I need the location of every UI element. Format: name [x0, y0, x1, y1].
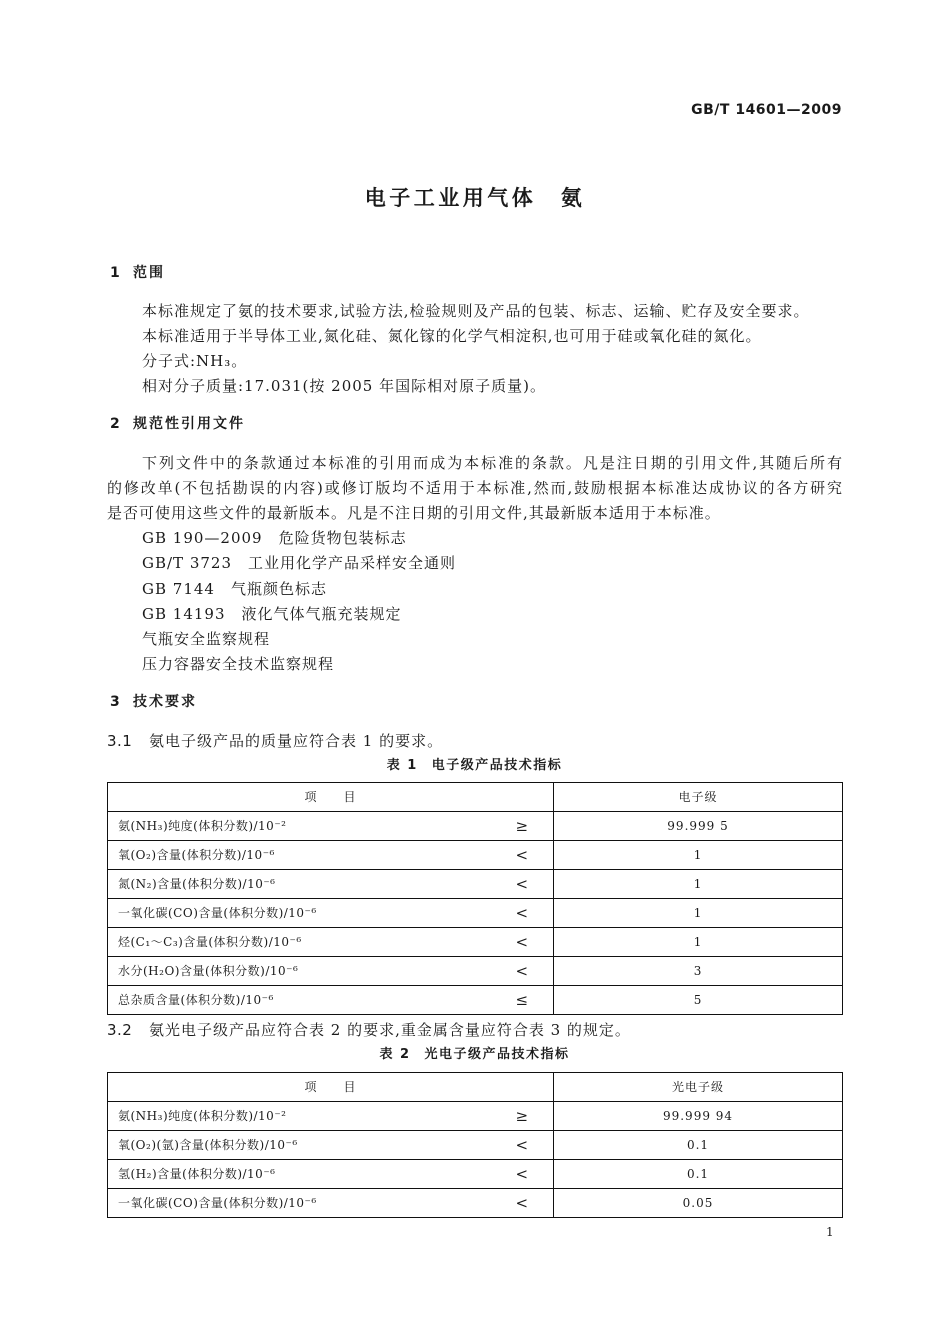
- caption-title: 电子级产品技术指标: [431, 758, 563, 773]
- reference-item: [142, 629, 270, 649]
- section-1-heading: [107, 263, 165, 283]
- row-item: 氨(NH₃)纯度(体积分数)/10⁻²: [108, 812, 508, 841]
- table-row: [108, 928, 843, 957]
- caption-number: 表 1: [386, 758, 418, 773]
- caption-number: 表 2: [379, 1047, 411, 1062]
- row-item: 氧(O₂)含量(体积分数)/10⁻⁶: [108, 841, 508, 870]
- reference-item: [142, 654, 334, 674]
- table-row: [108, 986, 843, 1015]
- row-symbol: ≥: [508, 1102, 554, 1131]
- reference-item: [142, 604, 402, 624]
- clause-3-1: [107, 731, 443, 751]
- section-2-heading: [107, 414, 245, 434]
- clause-text: 氨光电子级产品应符合表 2 的要求,重金属含量应符合表 3 的规定。: [149, 1021, 631, 1039]
- row-symbol: <: [508, 1189, 554, 1218]
- section-number: 2: [110, 416, 122, 432]
- molecular-mass: 相对分子质量:17.031(按 2005 年国际相对原子质量)。: [142, 377, 546, 395]
- normative-intro-line: 是否可使用这些文件的最新版本。凡是不注日期的引用文件,其最新版本适用于本标准。: [107, 504, 721, 522]
- row-symbol: <: [508, 870, 554, 899]
- row-value: 1: [554, 841, 843, 870]
- reference-title: 气瓶安全监察规程: [142, 630, 271, 648]
- row-value: 3: [554, 957, 843, 986]
- section-number: 3: [110, 694, 122, 710]
- row-item: 氧(O₂)(氩)含量(体积分数)/10⁻⁶: [108, 1131, 508, 1160]
- section-title: 规范性引用文件: [133, 416, 245, 432]
- row-item: 总杂质含量(体积分数)/10⁻⁶: [108, 986, 508, 1015]
- scope-paragraph: 本标准适用于半导体工业,氮化硅、氮化镓的化学气相淀积,也可用于硅或氧化硅的氮化。: [142, 327, 762, 345]
- clause-text: 氨电子级产品的质量应符合表 1 的要求。: [149, 732, 444, 750]
- reference-code: GB/T 3723: [142, 554, 233, 572]
- row-item: 一氧化碳(CO)含量(体积分数)/10⁻⁶: [108, 1189, 508, 1218]
- molecular-formula: 分子式:NH₃。: [142, 352, 248, 370]
- row-value: 1: [554, 870, 843, 899]
- document-title: 电子工业用气体 氨: [364, 186, 586, 210]
- row-item: 一氧化碳(CO)含量(体积分数)/10⁻⁶: [108, 899, 508, 928]
- reference-title: 压力容器安全技术监察规程: [142, 655, 335, 673]
- table-row: [108, 899, 843, 928]
- clause-number: 3.1: [107, 732, 133, 750]
- header-grade: 电子级: [554, 783, 843, 812]
- table-1-electronic-grade: [107, 782, 843, 1015]
- row-symbol: <: [508, 841, 554, 870]
- reference-code: GB 190—2009: [142, 529, 263, 547]
- reference-item: [142, 579, 327, 599]
- row-symbol: <: [508, 1160, 554, 1189]
- reference-code: GB 7144: [142, 580, 215, 598]
- row-symbol: <: [508, 928, 554, 957]
- header-grade: 光电子级: [554, 1073, 843, 1102]
- clause-3-2: [107, 1020, 631, 1040]
- header-item: 项 目: [108, 783, 554, 812]
- section-title: 技术要求: [133, 694, 197, 710]
- row-item: 烃(C₁～C₃)含量(体积分数)/10⁻⁶: [108, 928, 508, 957]
- row-symbol: ≥: [508, 812, 554, 841]
- page-number: 1: [826, 1225, 834, 1239]
- table-row: [108, 1160, 843, 1189]
- row-value: 5: [554, 986, 843, 1015]
- table-1-caption: [107, 756, 842, 776]
- table-2-optoelectronic-grade: [107, 1072, 843, 1218]
- section-title: 范围: [133, 265, 165, 281]
- header-item: 项 目: [108, 1073, 554, 1102]
- row-item: 氮(N₂)含量(体积分数)/10⁻⁶: [108, 870, 508, 899]
- reference-title: 工业用化学产品采样安全通则: [248, 554, 457, 572]
- row-symbol: ≤: [508, 986, 554, 1015]
- row-item: 氨(NH₃)纯度(体积分数)/10⁻²: [108, 1102, 508, 1131]
- table-row: [108, 812, 843, 841]
- table-row: [108, 870, 843, 899]
- standard-code: GB/T 14601—2009: [691, 102, 842, 118]
- scope-paragraph: 本标准规定了氨的技术要求,试验方法,检验规则及产品的包装、标志、运输、贮存及安全要求。: [142, 302, 810, 320]
- table-header-row: [108, 1073, 843, 1102]
- table-header-row: [108, 783, 843, 812]
- row-value: 1: [554, 928, 843, 957]
- row-value: 0.1: [554, 1131, 843, 1160]
- normative-intro-line: 的修改单(不包括勘误的内容)或修订版均不适用于本标准,然而,鼓励根据本标准达成协议的各方研究: [107, 479, 842, 497]
- row-value: 0.05: [554, 1189, 843, 1218]
- clause-number: 3.2: [107, 1021, 133, 1039]
- table-row: [108, 957, 843, 986]
- table-2-caption: [107, 1045, 842, 1065]
- normative-intro-line: 下列文件中的条款通过本标准的引用而成为本标准的条款。凡是注日期的引用文件,其随后所有: [142, 454, 842, 472]
- table-row: [108, 841, 843, 870]
- reference-title: 气瓶颜色标志: [230, 580, 327, 598]
- row-value: 1: [554, 899, 843, 928]
- row-value: 99.999 5: [554, 812, 843, 841]
- table-row: [108, 1102, 843, 1131]
- table-row: [108, 1189, 843, 1218]
- reference-code: GB 14193: [142, 605, 226, 623]
- table-row: [108, 1131, 843, 1160]
- row-value: 0.1: [554, 1160, 843, 1189]
- row-value: 99.999 94: [554, 1102, 843, 1131]
- reference-title: 危险货物包装标志: [278, 529, 407, 547]
- caption-title: 光电子级产品技术指标: [424, 1047, 570, 1062]
- row-symbol: <: [508, 957, 554, 986]
- row-item: 氢(H₂)含量(体积分数)/10⁻⁶: [108, 1160, 508, 1189]
- reference-item: [142, 528, 407, 548]
- reference-item: [142, 553, 456, 573]
- row-symbol: <: [508, 1131, 554, 1160]
- section-number: 1: [110, 265, 122, 281]
- reference-title: 液化气体气瓶充装规定: [241, 605, 402, 623]
- section-3-heading: [107, 692, 197, 712]
- row-symbol: <: [508, 899, 554, 928]
- row-item: 水分(H₂O)含量(体积分数)/10⁻⁶: [108, 957, 508, 986]
